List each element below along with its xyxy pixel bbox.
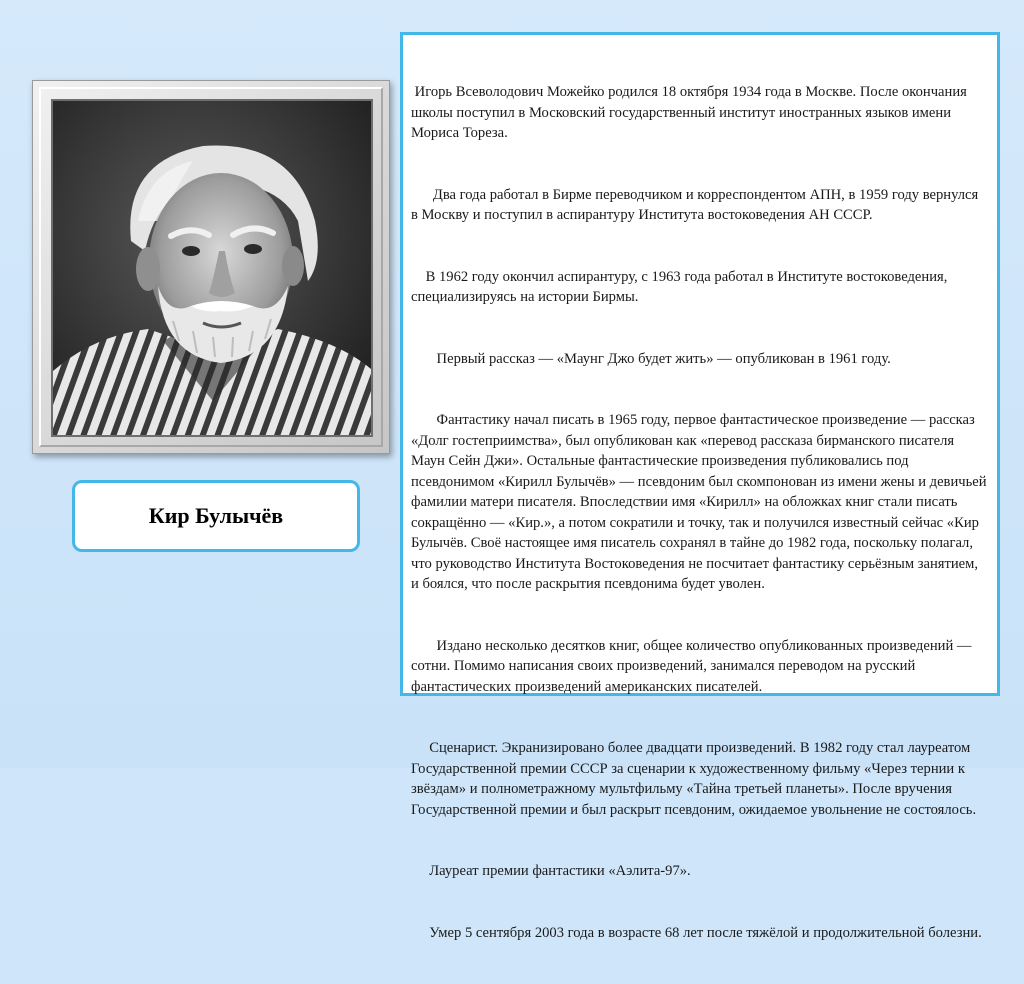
name-caption-box (72, 480, 360, 552)
bio-paragraph: В 1962 году окончил аспирантуру, с 1963 года работал в Институте востоковедения, специализируясь на истории Бирмы. (411, 268, 952, 305)
bio-paragraph: Фантастику начал писать в 1965 году, первое фантастическое произведение — рассказ «Долг гостеприимства», был опубликован как «перевод рассказа бирманского писателя Маун Сейн Джи». Остальные фантастические произведения публиковались под псевдонимом «Кирилл Булычёв» — псевдоним был скомпонован из имени жены и девичьей фамилии матери писателя. Впоследствии имя «Кирилл» на обложках книг стали писать сокращённо — «Кир.», а потом сократили и точку, так и получился известный сейчас «Кир Булычёв. Своё настоящее имя писатель сохранял в тайне до 1982 года, поскольку полагал, что руководство Института Востоковедения не посчитает фантастику серьёзным занятием, и боялся, что после раскрытия псевдонима будет уволен. (411, 412, 991, 592)
bio-paragraph: Игорь Всеволодович Можейко родился 18 октября 1934 года в Москве. После окончания школы поступил в Московский государственный институт иностранных языков имени Мориса Тореза. (411, 84, 971, 141)
portrait-photo (51, 99, 373, 437)
bio-paragraph: Первый рассказ — «Маунг Джо будет жить» — опубликован в 1961 году. (411, 350, 891, 367)
bio-paragraph: Сценарист. Экранизировано более двадцати произведений. В 1982 году стал лауреатом Государственной премии СССР за сценарии к художественному фильму «Через тернии к звёздам» и полнометражному мультфильму «Тайна третьей планеты». После вручения Государственной премии и был раскрыт псевдоним, ожидаемое увольнение не состоялось. (411, 740, 977, 818)
bio-paragraph: Лауреат премии фантастики «Аэлита-97». (411, 863, 691, 879)
biography-box (400, 32, 1000, 941)
person-name: Кир Булычёв (148, 503, 284, 528)
bio-paragraph: Умер 5 сентября 2003 года в возрасте 68 лет после тяжёлой и продолжительной болезни. (411, 924, 982, 941)
portrait-image (53, 101, 371, 435)
biography-text (411, 41, 991, 984)
bio-paragraph: Два года работал в Бирме переводчиком и корреспондентом АПН, в 1959 году вернулся в Москву и поступил в аспирантуру Института востоковедения АН СССР. (411, 186, 982, 223)
bio-paragraph: Издано несколько десятков книг, общее количество опубликованных произведений — сотни. Помимо написания своих произведений, занимался переводом на русский фантастических произведений американских писателей. (411, 637, 976, 695)
portrait-frame (32, 80, 390, 454)
